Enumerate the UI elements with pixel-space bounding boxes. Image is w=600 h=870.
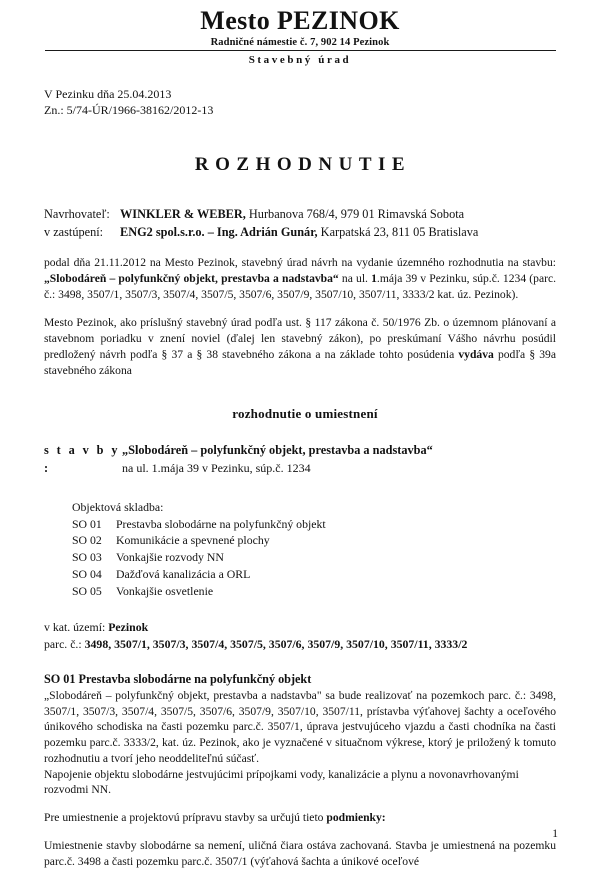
list-item [72,532,600,549]
so01-heading: SO 01 Prestavba slobodárne na polyfunkčný objekt [44,671,312,686]
page-number: 1 [552,828,558,840]
parcels-value: 3498, 3507/1, 3507/3, 3507/4, 3507/5, 3507/6, 3507/9, 3507/10, 3507/11, 3333/2 [84,637,468,652]
reference-block [44,86,600,118]
submission-text-mid: na ul. [338,271,372,285]
construction-title: „Slobodáreň – polyfunkčný objekt, prestavba a nadstavba“ [122,443,433,458]
construction-name: „Slobodáreň – polyfunkčný objekt, prestavba a nadstavba“ [44,271,339,285]
construction-location: na ul. 1.mája 39 v Pezinku, súp.č. 1234 [122,460,311,475]
representative-address: Karpatská 23, 811 05 Bratislava [317,224,479,239]
cadastral-territory-value: Pezinok [108,620,149,635]
cadastral-territory-label: v kat. území: [44,620,109,635]
letterhead [0,0,600,67]
so01-connections: Napojenie objektu slobodárne jestvujúcimi prípojkami vody, kanalizácie a plynu a novonavrhovanými rozvodmi NN. [44,767,519,797]
proposer-label: Navrhovateľ: [44,207,110,222]
parties-block [44,206,600,241]
street-number-emph: 1 [371,271,377,285]
parcels-label: parc. č.: [44,637,85,652]
proposer-row [44,206,600,223]
submission-text-lead: podal dňa 21.11.2012 na Mesto Pezinok, stavebný úrad návrh na vydanie územného rozhodnutia na stavbu: [44,256,556,270]
paragraph-submission [44,255,556,302]
document-heading: ROZHODNUTIE [194,154,412,176]
conditions-lead: Pre umiestnenie a projektovú prípravu stavby sa určujú tieto [44,811,327,825]
place-and-date: V Pezinku dňa 25.04.2013 [44,86,172,101]
cadastre-block [44,619,600,653]
construction-values [122,442,433,476]
list-item [72,516,600,533]
object-code: SO 01 [72,516,102,531]
object-code: SO 04 [72,566,102,581]
header-divider [45,50,556,51]
object-label: Komunikácie a spevnené plochy [116,533,270,548]
object-label: Dažďová kanalizácia a ORL [116,566,251,581]
legal-basis-tail: podľa § 39a stavebného zákona [44,347,556,377]
object-code: SO 02 [72,533,102,548]
object-code: SO 03 [72,550,102,565]
organization-title: Mesto PEZINOK [200,6,400,35]
list-item [72,549,600,566]
so01-conditions-intro [44,810,556,826]
so01-placement: Umiestnenie stavby slobodárne sa nemení, uličná čiara ostáva zachovaná. Stavba je umiestnená na pozemku parc.č. 3498 a časti pozemku parc.č. 3507/1 (výťahová šachta a únikové oceľové [44,839,556,868]
decision-subheading: rozhodnutie o umiestnení [232,406,378,422]
list-item [72,583,600,600]
conditions-keyword: podmienky: [326,811,386,825]
object-list-title: Objektová skladba: [72,499,164,514]
proposer-address: Hurbanova 768/4, 979 01 Rimavská Sobota [245,207,465,222]
legal-basis-lead: Mesto Pezinok, ako príslušný stavebný úrad podľa ust. § 117 zákona č. 50/1976 Zb. o územnom plánovaní a stavebnom poriadku v znení noviel (ďalej len stavebný zákon), po preskúmaní Vášho návrhu posúdil predložený návrh podľa § 37 a § 38 stavebného zákona a na základe tohto posúdenia [44,316,556,361]
organization-address: Radničné námestie č. 7, 902 14 Pezinok [210,37,390,49]
parcels-row [44,636,600,653]
object-label: Prestavba slobodárne na polyfunkčný objekt [116,516,326,531]
object-label: Vonkajšie osvetlenie [116,583,214,598]
paragraph-legal-basis [44,315,556,378]
issues-verb: vydáva [458,347,494,361]
representative-label: v zastúpení: [44,224,104,239]
so01-body [44,688,556,870]
list-item [72,566,600,583]
department-name: Stavebný úrad [248,53,352,66]
object-label: Vonkajšie rozvody NN [116,550,224,565]
object-composition-list [72,499,600,600]
body-paragraphs [44,255,556,378]
cadastral-territory-row [44,619,600,636]
representative-name: ENG2 spol.s.r.o. – Ing. Adrián Gunár, [120,224,318,239]
construction-block [44,442,600,476]
submission-text-tail: .mája 39 v Pezinku, súp.č. 1234 (parc. č.: 3498, 3507/1, 3507/3, 3507/4, 3507/5, 3507/6, 3507/9, 3507/10, 3507/11, 3333/2 kat. úz. Pezinok). [44,271,557,301]
file-number: Zn.: 5/74-ÚR/1966-38162/2012-13 [44,103,214,118]
construction-label: s t a v b y : [44,443,120,475]
object-code: SO 05 [72,583,102,598]
proposer-name: WINKLER & WEBER, [120,207,246,222]
representative-row [44,224,600,241]
so01-description: „Slobodáreň – polyfunkčný objekt, prestavba a nadstavba" sa bude realizovať na pozemkoch parc. č.: 3498, 3507/1, 3507/3, 3507/4, 3507/5, 3507/6, 3507/9, 3507/10, 3507/11, prístavba výťahovej šachty a oceľového únikového schodiska na časti pozemku parc.č. 3507/1, úprava jestvujúceho vjazdu a časti chodníka na časti pozemku parc.č. 3333/2, kat. úz. Pezinok, ako je vyznačené v situačnom výkrese, ktorý je priložený k tomuto rozhodnutiu a tvorí jeho neoddeliteľnú súčasť. [44,688,556,765]
